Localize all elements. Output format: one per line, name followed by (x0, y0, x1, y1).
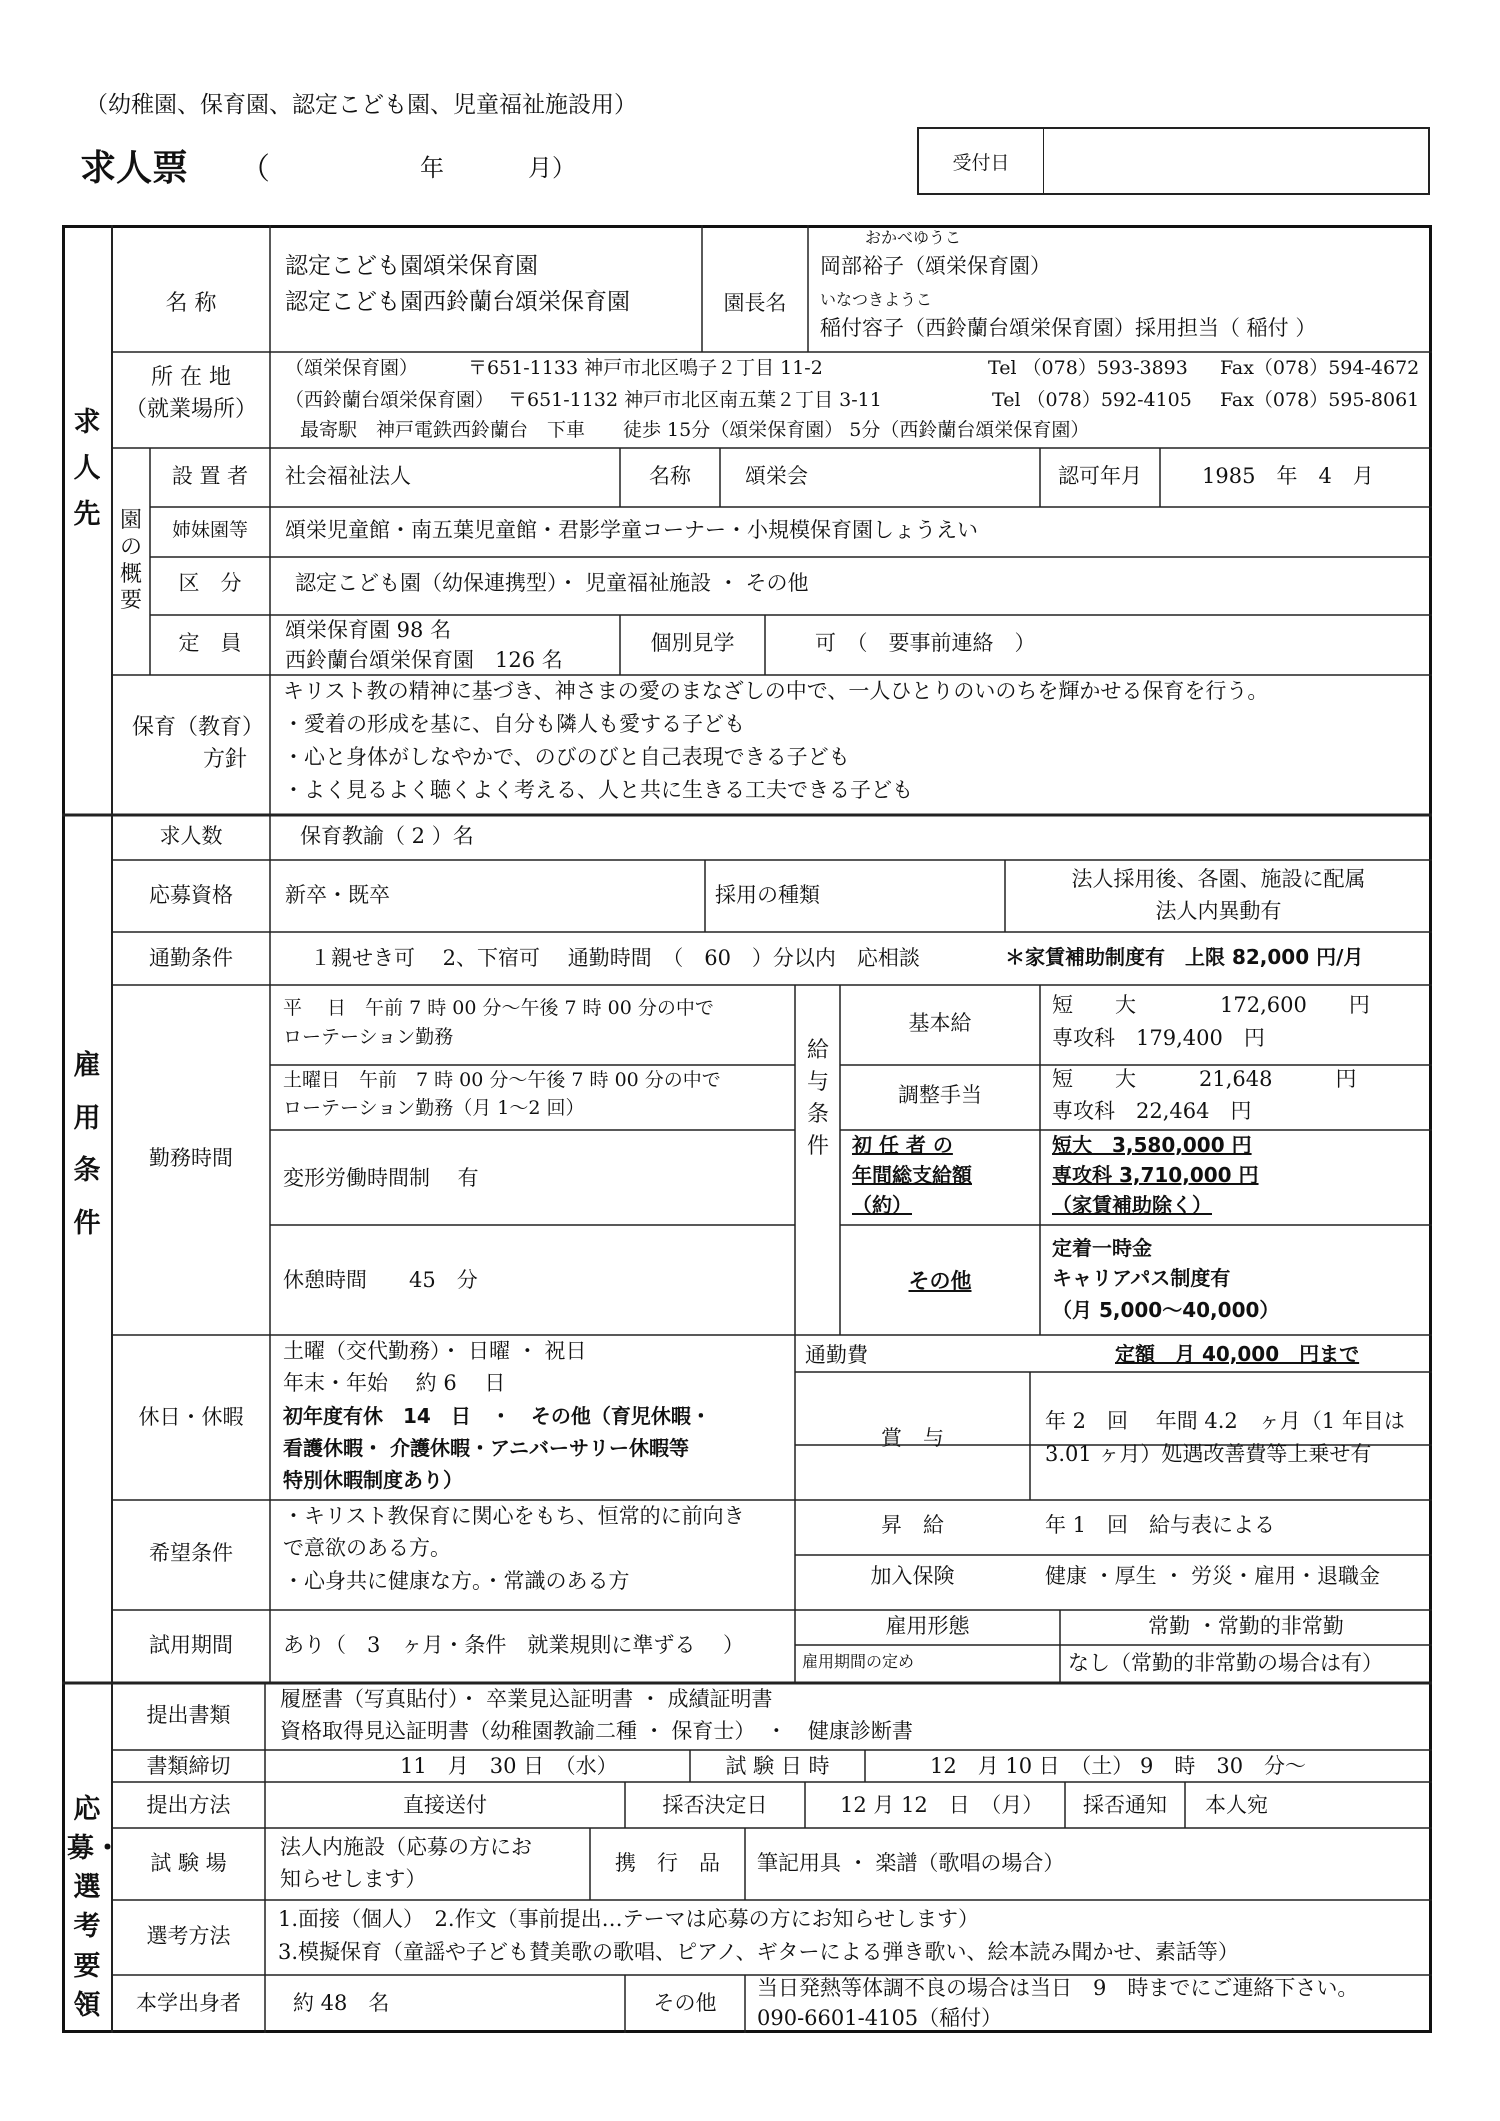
alumni-label: 本学出身者 (136, 1991, 241, 2015)
receipt-date-label: 受付日 (919, 129, 1044, 193)
holiday-line-2: 年末・年始 約 6 日 (283, 1371, 506, 1395)
section-employment-label: 雇用条件 (73, 1050, 101, 1239)
month-label: 月） (528, 154, 576, 182)
misc-line-2: 090-6601-4105（稲付） (757, 2006, 1003, 2030)
adjust-pay-label: 調整手当 (898, 1083, 982, 1107)
other-pay-3: （月 5,000～40,000） (1052, 1298, 1280, 1322)
break-time: 休憩時間 45 分 (283, 1268, 478, 1292)
address-1-fax: Fax（078）594-4672 (1220, 357, 1420, 379)
qualification-value: 新卒・既卒 (285, 883, 390, 907)
hire-type-label: 採用の種類 (715, 883, 820, 907)
address-1-facility: （頌栄保育園） (285, 357, 419, 379)
venue-label: 試 験 場 (150, 1851, 227, 1875)
visit-label: 個別見学 (650, 631, 735, 655)
date-paren-open: （ (240, 152, 270, 187)
term-value: なし（常勤的非常勤の場合は有） (1068, 1651, 1383, 1675)
trial-label: 試用期間 (149, 1633, 233, 1657)
items-label: 携 行 品 (615, 1851, 720, 1875)
decision-value: 12 月 12 日 （月） (840, 1793, 1044, 1817)
insurance-value: 健康 ・厚生 ・ 労災・雇用・退職金 (1045, 1564, 1381, 1588)
policy-line-2: ・愛着の形成を基に、自分も隣人も愛する子ども (283, 712, 745, 736)
address-1-address: 〒651-1133 神戸市北区鳴子２丁目 11-2 (468, 357, 823, 379)
address-2-facility: （西鈴蘭台頌栄保育園） (285, 389, 495, 411)
holiday-line-5: 特別休暇制度あり） (283, 1468, 463, 1492)
raise-value: 年 1 回 給与表による (1045, 1513, 1276, 1537)
adjust-pay-1: 短 大 21,648 円 (1052, 1067, 1357, 1091)
holiday-line-1: 土曜（交代勤務）・ 日曜 ・ 祝日 (283, 1339, 587, 1363)
emp-type-value: 常勤 ・常勤的非常勤 (1148, 1614, 1344, 1638)
docs-label: 提出書類 (146, 1703, 231, 1727)
raise-label: 昇 給 (881, 1513, 944, 1537)
venue-line-1: 法人内施設（応募の方にお (280, 1835, 532, 1859)
misc-line-1: 当日発熱等体調不良の場合は当日 9 時までにご連絡下さい。 (757, 1976, 1359, 2000)
policy-label-2: 方針 (203, 747, 248, 772)
other-pay-1: 定着一時金 (1052, 1236, 1152, 1260)
flex-hours: 変形労働時間制 有 (283, 1166, 479, 1190)
rent-subsidy: ＊家賃補助制度有 上限 82,000 円/月 (1005, 945, 1364, 969)
founder-value: 社会福祉法人 (285, 464, 411, 488)
saturday-hours-1: 土曜日 午前 7 時 00 分～午後 7 時 00 分の中で (283, 1069, 721, 1091)
name-label: 名 称 (165, 291, 217, 316)
corp-name-value: 頌栄会 (745, 464, 808, 488)
salary-group-label: 給与条件 (806, 1038, 829, 1159)
sister-value: 頌栄児童館・南五葉児童館・君影学童コーナー・小規模保育園しょうえい (285, 518, 978, 542)
commute-value: １親せき可 2、下宿可 通勤時間 （ 60 ）分以内 応相談 (310, 946, 920, 970)
bonus-label: 賞 与 (881, 1426, 944, 1450)
annual-pay-1: 短大 3,580,000 円 (1052, 1133, 1252, 1157)
weekday-hours-1: 平 日 午前 7 時 00 分～午後 7 時 00 分の中で (283, 997, 714, 1019)
wish-line-1: ・キリスト教保育に関心をもち、恒常的に前向き (283, 1504, 745, 1528)
openings-label: 求人数 (159, 824, 223, 848)
deadline-label: 書類締切 (146, 1754, 231, 1778)
director-1-name: 岡部裕子（頌栄保育園） (820, 254, 1051, 278)
policy-line-1: キリスト教の精神に基づき、神さまの愛のまなざしの中で、一人ひとりのいのちを輝かせる保育を行う。 (283, 679, 1269, 703)
holiday-label: 休日・休暇 (138, 1405, 244, 1429)
base-pay-2: 専攻科 179,400 円 (1052, 1026, 1265, 1050)
bonus-line-1: 年 2 回 年間 4.2 ヶ月（1 年目は (1045, 1409, 1405, 1433)
base-pay-label: 基本給 (908, 1011, 972, 1035)
docs-line-1: 履歴書（写真貼付）・ 卒業見込証明書 ・ 成績証明書 (280, 1687, 773, 1711)
trial-value: あり（ 3 ヶ月・条件 就業規則に準ずる ） (283, 1633, 745, 1657)
notice-label: 採否通知 (1083, 1793, 1167, 1817)
nearest-station: 最寄駅 神戸電鉄西鈴蘭台 下車 徒歩 15分（頌栄保育園） 5分（西鈴蘭台頌栄保育園） (300, 419, 1090, 441)
term-label: 雇用期間の定め (802, 1652, 915, 1671)
annual-pay-label-3: （約） (852, 1193, 912, 1217)
holiday-line-3: 初年度有休 14 日 ・ その他（育児休暇・ (283, 1404, 711, 1428)
base-pay-1: 短 大 172,600 円 (1052, 993, 1370, 1017)
policy-line-3: ・心と身体がしなやかで、のびのびと自己表現できる子ども (283, 745, 850, 769)
work-hours-label: 勤務時間 (149, 1146, 233, 1170)
exam-date-label: 試 験 日 時 (725, 1754, 830, 1778)
annual-pay-3: （家賃補助除く） (1052, 1193, 1212, 1217)
other-pay-2: キャリアパス制度有 (1052, 1266, 1231, 1290)
director-2-name: 稲付容子（西鈴蘭台頌栄保育園）採用担当（ 稲付 ） (820, 316, 1317, 340)
saturday-hours-2: ローテーション勤務（月 1～2 回） (283, 1097, 585, 1119)
address-label-2: （就業場所） (124, 397, 257, 422)
wish-line-2: で意欲のある方。 (283, 1536, 451, 1560)
capacity-1: 頌栄保育園 98 名 (285, 618, 452, 642)
category-value: 認定こども園（幼保連携型）・ 児童福祉施設 ・ その他 (295, 571, 809, 595)
commute-pay-label: 通勤費 (805, 1343, 868, 1367)
facility-name-2: 認定こども園西鈴蘭台頌栄保育園 (285, 289, 630, 315)
hire-type-line-1: 法人採用後、各園、施設に配属 (1071, 867, 1366, 891)
items-value: 筆記用具 ・ 楽譜（歌唱の場合） (757, 1851, 1065, 1875)
policy-line-4: ・よく見るよく聴くよく考える、人と共に生きる工夫できる子ども (283, 778, 913, 802)
exam-date-value: 12 月 10 日 （土） 9 時 30 分～ (930, 1754, 1307, 1778)
insurance-label: 加入保険 (870, 1564, 955, 1588)
section-application-label: 応募・選考要領 (67, 1794, 121, 2021)
decision-label: 採否決定日 (662, 1793, 768, 1817)
hire-type-line-2: 法人内異動有 (1155, 899, 1282, 923)
alumni-value: 約 48 名 (293, 1991, 390, 2015)
address-1-tel: Tel （078）593-3893 (988, 357, 1188, 379)
capacity-2: 西鈴蘭台頌栄保育園 126 名 (285, 648, 563, 672)
docs-line-2: 資格取得見込証明書（幼稚園教諭二種 ・ 保育士） ・ 健康診断書 (280, 1719, 913, 1743)
adjust-pay-2: 専攻科 22,464 円 (1052, 1099, 1252, 1123)
venue-line-2: 知らせします） (280, 1867, 427, 1891)
director-label: 園長名 (723, 291, 787, 315)
director-2-ruby: いなつきようこ (820, 290, 933, 309)
year-label: 年 (420, 154, 444, 182)
policy-label-1: 保育（教育） (132, 715, 265, 740)
emp-type-label: 雇用形態 (885, 1614, 970, 1638)
selection-line-2: 3.模擬保育（童謡や子ども賛美歌の歌唱、ピアノ、ギターによる弾き歌い、絵本読み聞かせ、素話等） (278, 1940, 1239, 1964)
misc-label: その他 (653, 1991, 717, 2015)
selection-label: 選考方法 (146, 1924, 231, 1948)
bonus-line-2: 3.01 ヶ月）処遇改善費等上乗せ有 (1045, 1442, 1372, 1466)
section-recruiter-label: 求人先 (73, 407, 101, 530)
weekday-hours-2: ローテーション勤務 (283, 1026, 454, 1048)
corp-name-label: 名称 (649, 464, 691, 488)
commute-pay-value: 定額 月 40,000 円まで (1115, 1342, 1360, 1366)
selection-line-1: 1.面接（個人） 2.作文（事前提出…テーマは応募の方にお知らせします） (278, 1907, 979, 1931)
wish-label: 希望条件 (149, 1541, 233, 1565)
visit-value: 可 （ 要事前連絡 ） (815, 631, 1036, 655)
wish-line-3: ・心身共に健康な方。・常識のある方 (283, 1569, 630, 1593)
form-subtitle: （幼稚園、保育園、認定こども園、児童福祉施設用） (85, 92, 637, 118)
approval-value: 1985 年 4 月 (1202, 464, 1374, 488)
director-1-ruby: おかべゆうこ (865, 228, 962, 247)
capacity-label: 定 員 (178, 631, 242, 655)
facility-name-1: 認定こども園頌栄保育園 (285, 253, 538, 279)
other-pay-label: その他 (908, 1269, 972, 1293)
method-value: 直接送付 (403, 1793, 487, 1817)
sister-label: 姉妹園等 (171, 519, 248, 541)
overview-group-label: 園の概要 (119, 508, 142, 614)
holiday-line-4: 看護休暇・ 介護休暇・アニバーサリー休暇等 (283, 1436, 689, 1460)
address-2-address: 〒651-1132 神戸市北区南五葉２丁目 3-11 (508, 389, 882, 411)
annual-pay-label-2: 年間総支給額 (852, 1163, 972, 1187)
method-label: 提出方法 (146, 1793, 231, 1817)
commute-label: 通勤条件 (149, 946, 233, 970)
address-label-1: 所 在 地 (151, 365, 231, 390)
founder-label: 設 置 者 (171, 464, 249, 488)
address-2-tel: Tel （078）592-4105 (992, 389, 1192, 411)
approval-label: 認可年月 (1058, 464, 1142, 488)
openings-value: 保育教諭（ 2 ）名 (300, 824, 474, 848)
category-label: 区 分 (178, 571, 242, 595)
notice-value: 本人宛 (1205, 1793, 1268, 1817)
annual-pay-2: 専攻科 3,710,000 円 (1052, 1163, 1259, 1187)
qualification-label: 応募資格 (149, 883, 233, 907)
deadline-value: 11 月 30 日 （水） (400, 1754, 618, 1778)
form-title: 求人票 (80, 148, 189, 189)
annual-pay-label-1: 初 任 者 の (852, 1133, 953, 1157)
address-2-fax: Fax（078）595-8061 (1220, 389, 1420, 411)
